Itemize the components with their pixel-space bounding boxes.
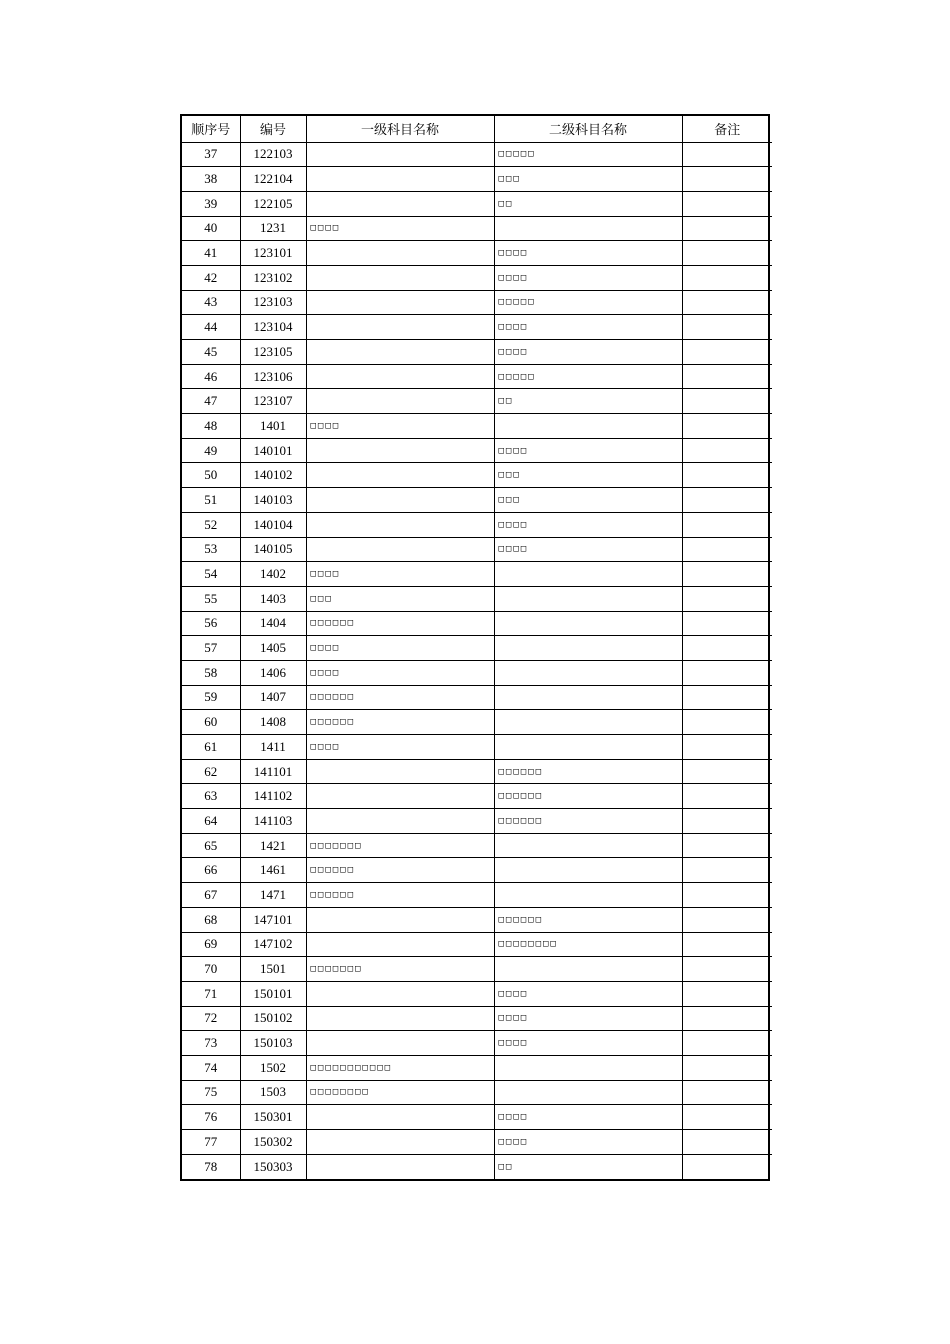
cell-seq: 48 — [182, 414, 240, 439]
cell-code: 122104 — [240, 167, 306, 192]
cell-seq: 77 — [182, 1130, 240, 1155]
cell-seq: 55 — [182, 586, 240, 611]
cell-note — [682, 1031, 772, 1056]
cell-seq: 57 — [182, 636, 240, 661]
cell-level1-name — [306, 167, 494, 192]
cell-level1-name — [306, 340, 494, 365]
table-row — [182, 167, 772, 192]
cell-seq: 60 — [182, 710, 240, 735]
cell-seq: 41 — [182, 241, 240, 266]
cell-seq: 62 — [182, 759, 240, 784]
cell-level2-name: □□□□ — [494, 512, 682, 537]
cell-level2-name: □□□□ — [494, 1031, 682, 1056]
cell-seq: 58 — [182, 660, 240, 685]
cell-seq: 76 — [182, 1105, 240, 1130]
cell-note — [682, 290, 772, 315]
cell-seq: 44 — [182, 315, 240, 340]
cell-seq: 49 — [182, 438, 240, 463]
cell-note — [682, 1154, 772, 1179]
cell-note — [682, 167, 772, 192]
cell-seq: 46 — [182, 364, 240, 389]
account-code-table-frame — [180, 114, 770, 1181]
table-row — [182, 1055, 772, 1080]
cell-level2-name: □□□ — [494, 167, 682, 192]
cell-code: 1421 — [240, 833, 306, 858]
table-row — [182, 241, 772, 266]
table-row — [182, 784, 772, 809]
cell-note — [682, 833, 772, 858]
cell-code: 123101 — [240, 241, 306, 266]
table-row — [182, 414, 772, 439]
table-row — [182, 537, 772, 562]
cell-note — [682, 784, 772, 809]
cell-code: 1501 — [240, 957, 306, 982]
cell-code: 1231 — [240, 216, 306, 241]
cell-level1-name — [306, 241, 494, 266]
cell-level1-name: □□□□ — [306, 636, 494, 661]
cell-level2-name: □□□□ — [494, 438, 682, 463]
cell-level2-name: □□□□ — [494, 340, 682, 365]
table-row — [182, 364, 772, 389]
table-row — [182, 142, 772, 167]
cell-note — [682, 586, 772, 611]
cell-note — [682, 685, 772, 710]
cell-level2-name: □□□□ — [494, 981, 682, 1006]
cell-note — [682, 389, 772, 414]
cell-seq: 75 — [182, 1080, 240, 1105]
cell-code: 1471 — [240, 883, 306, 908]
cell-level1-name — [306, 488, 494, 513]
table-row — [182, 636, 772, 661]
cell-code: 123107 — [240, 389, 306, 414]
cell-code: 150102 — [240, 1006, 306, 1031]
cell-level2-name: □□□□ — [494, 1006, 682, 1031]
cell-note — [682, 241, 772, 266]
cell-level2-name — [494, 1055, 682, 1080]
cell-level1-name: □□□□ — [306, 660, 494, 685]
cell-level2-name — [494, 1080, 682, 1105]
cell-level2-name: □□□□□ — [494, 142, 682, 167]
cell-seq: 47 — [182, 389, 240, 414]
cell-level1-name — [306, 1105, 494, 1130]
cell-seq: 74 — [182, 1055, 240, 1080]
cell-level1-name — [306, 784, 494, 809]
header-note: 备注 — [682, 116, 772, 142]
cell-code: 150301 — [240, 1105, 306, 1130]
cell-note — [682, 488, 772, 513]
cell-level1-name — [306, 463, 494, 488]
cell-code: 1405 — [240, 636, 306, 661]
table-body — [182, 142, 772, 1179]
cell-level2-name: □□□□ — [494, 315, 682, 340]
cell-code: 140101 — [240, 438, 306, 463]
cell-level1-name: □□□□□□□ — [306, 957, 494, 982]
cell-level2-name — [494, 735, 682, 760]
cell-code: 1404 — [240, 611, 306, 636]
cell-level2-name: □□ — [494, 191, 682, 216]
cell-level1-name: □□□□ — [306, 735, 494, 760]
cell-seq: 61 — [182, 735, 240, 760]
cell-code: 123102 — [240, 265, 306, 290]
cell-note — [682, 562, 772, 587]
table-row — [182, 265, 772, 290]
cell-note — [682, 907, 772, 932]
cell-code: 1408 — [240, 710, 306, 735]
cell-level1-name — [306, 389, 494, 414]
table-row — [182, 512, 772, 537]
table-row — [182, 833, 772, 858]
cell-code: 123103 — [240, 290, 306, 315]
table-row — [182, 1130, 772, 1155]
cell-level1-name: □□□□□□ — [306, 611, 494, 636]
cell-note — [682, 537, 772, 562]
cell-level2-name: □□□ — [494, 463, 682, 488]
cell-level2-name: □□□□ — [494, 537, 682, 562]
cell-level2-name — [494, 586, 682, 611]
table-row — [182, 710, 772, 735]
table-row — [182, 611, 772, 636]
cell-level1-name — [306, 438, 494, 463]
cell-level1-name: □□□□□□□□ — [306, 1080, 494, 1105]
header-code: 编号 — [240, 116, 306, 142]
cell-code: 1402 — [240, 562, 306, 587]
cell-note — [682, 364, 772, 389]
cell-level2-name: □□□□□□ — [494, 907, 682, 932]
header-level2-name: 二级科目名称 — [494, 116, 682, 142]
cell-code: 122105 — [240, 191, 306, 216]
cell-level1-name — [306, 142, 494, 167]
cell-code: 1461 — [240, 858, 306, 883]
cell-note — [682, 611, 772, 636]
table-header-row — [182, 116, 772, 142]
cell-code: 140102 — [240, 463, 306, 488]
cell-note — [682, 1105, 772, 1130]
cell-code: 150103 — [240, 1031, 306, 1056]
cell-level2-name: □□□□□ — [494, 290, 682, 315]
cell-level1-name: □□□□□□ — [306, 858, 494, 883]
cell-seq: 37 — [182, 142, 240, 167]
cell-code: 123105 — [240, 340, 306, 365]
cell-seq: 45 — [182, 340, 240, 365]
cell-level1-name — [306, 265, 494, 290]
table-row — [182, 759, 772, 784]
table-row — [182, 1031, 772, 1056]
cell-level2-name — [494, 636, 682, 661]
table-row — [182, 660, 772, 685]
cell-level1-name: □□□□ — [306, 414, 494, 439]
cell-note — [682, 1130, 772, 1155]
cell-code: 147102 — [240, 932, 306, 957]
cell-seq: 78 — [182, 1154, 240, 1179]
cell-seq: 68 — [182, 907, 240, 932]
table-row — [182, 191, 772, 216]
cell-seq: 67 — [182, 883, 240, 908]
table-row — [182, 1154, 772, 1179]
cell-level2-name: □□□□ — [494, 1130, 682, 1155]
cell-level2-name — [494, 216, 682, 241]
cell-note — [682, 315, 772, 340]
table-row — [182, 290, 772, 315]
cell-code: 141101 — [240, 759, 306, 784]
cell-note — [682, 1080, 772, 1105]
cell-level1-name — [306, 1031, 494, 1056]
cell-level1-name — [306, 759, 494, 784]
cell-level1-name: □□□□□□ — [306, 883, 494, 908]
table-row — [182, 586, 772, 611]
cell-level1-name: □□□□□□ — [306, 685, 494, 710]
table-row — [182, 216, 772, 241]
cell-level1-name: □□□ — [306, 586, 494, 611]
table-row — [182, 1006, 772, 1031]
cell-note — [682, 340, 772, 365]
cell-level1-name — [306, 364, 494, 389]
cell-level2-name — [494, 957, 682, 982]
account-code-table — [182, 116, 772, 1179]
cell-note — [682, 142, 772, 167]
cell-level1-name: □□□□□□□□□□□ — [306, 1055, 494, 1080]
cell-code: 1503 — [240, 1080, 306, 1105]
table-row — [182, 463, 772, 488]
cell-level2-name: □□□□□□ — [494, 759, 682, 784]
cell-code: 123104 — [240, 315, 306, 340]
cell-note — [682, 932, 772, 957]
cell-code: 1401 — [240, 414, 306, 439]
cell-code: 122103 — [240, 142, 306, 167]
cell-level1-name — [306, 809, 494, 834]
cell-note — [682, 512, 772, 537]
cell-level1-name — [306, 932, 494, 957]
cell-level2-name — [494, 660, 682, 685]
cell-level1-name: □□□□□□□ — [306, 833, 494, 858]
cell-seq: 40 — [182, 216, 240, 241]
cell-code: 150101 — [240, 981, 306, 1006]
cell-level1-name — [306, 1006, 494, 1031]
cell-seq: 71 — [182, 981, 240, 1006]
cell-seq: 64 — [182, 809, 240, 834]
cell-code: 123106 — [240, 364, 306, 389]
cell-level2-name — [494, 562, 682, 587]
cell-seq: 54 — [182, 562, 240, 587]
cell-level2-name: □□□□ — [494, 265, 682, 290]
cell-level2-name — [494, 883, 682, 908]
cell-seq: 66 — [182, 858, 240, 883]
cell-level2-name: □□□□□□□□ — [494, 932, 682, 957]
cell-note — [682, 809, 772, 834]
cell-note — [682, 883, 772, 908]
cell-level1-name — [306, 290, 494, 315]
cell-note — [682, 1006, 772, 1031]
table-row — [182, 932, 772, 957]
cell-seq: 38 — [182, 167, 240, 192]
cell-note — [682, 660, 772, 685]
cell-seq: 52 — [182, 512, 240, 537]
table-row — [182, 981, 772, 1006]
header-level1-name: 一级科目名称 — [306, 116, 494, 142]
cell-seq: 53 — [182, 537, 240, 562]
cell-level2-name: □□ — [494, 389, 682, 414]
cell-note — [682, 1055, 772, 1080]
cell-note — [682, 858, 772, 883]
cell-code: 140103 — [240, 488, 306, 513]
cell-note — [682, 414, 772, 439]
cell-seq: 50 — [182, 463, 240, 488]
cell-level2-name — [494, 858, 682, 883]
cell-level1-name — [306, 537, 494, 562]
cell-level1-name — [306, 1154, 494, 1179]
cell-note — [682, 636, 772, 661]
cell-level1-name: □□□□□□ — [306, 710, 494, 735]
cell-note — [682, 265, 772, 290]
cell-seq: 70 — [182, 957, 240, 982]
cell-note — [682, 463, 772, 488]
cell-level1-name — [306, 1130, 494, 1155]
cell-seq: 51 — [182, 488, 240, 513]
cell-seq: 72 — [182, 1006, 240, 1031]
table-row — [182, 340, 772, 365]
cell-note — [682, 438, 772, 463]
cell-note — [682, 191, 772, 216]
cell-level2-name — [494, 833, 682, 858]
cell-seq: 42 — [182, 265, 240, 290]
cell-code: 140104 — [240, 512, 306, 537]
table-row — [182, 488, 772, 513]
table-row — [182, 389, 772, 414]
table-row — [182, 1080, 772, 1105]
cell-level2-name: □□□□ — [494, 1105, 682, 1130]
cell-code: 1406 — [240, 660, 306, 685]
cell-note — [682, 981, 772, 1006]
cell-note — [682, 759, 772, 784]
table-row — [182, 438, 772, 463]
cell-code: 150303 — [240, 1154, 306, 1179]
cell-level1-name: □□□□ — [306, 562, 494, 587]
cell-level1-name — [306, 981, 494, 1006]
table-row — [182, 562, 772, 587]
cell-level2-name: □□□□□□ — [494, 784, 682, 809]
cell-code: 1411 — [240, 735, 306, 760]
cell-code: 141103 — [240, 809, 306, 834]
table-row — [182, 957, 772, 982]
cell-note — [682, 735, 772, 760]
cell-seq: 56 — [182, 611, 240, 636]
cell-note — [682, 216, 772, 241]
cell-level1-name — [306, 191, 494, 216]
cell-seq: 69 — [182, 932, 240, 957]
table-row — [182, 735, 772, 760]
cell-code: 140105 — [240, 537, 306, 562]
cell-level2-name — [494, 685, 682, 710]
cell-level2-name — [494, 611, 682, 636]
cell-code: 150302 — [240, 1130, 306, 1155]
cell-note — [682, 957, 772, 982]
cell-level2-name: □□□□ — [494, 241, 682, 266]
table-row — [182, 858, 772, 883]
cell-level2-name — [494, 414, 682, 439]
cell-level2-name: □□□ — [494, 488, 682, 513]
cell-code: 1403 — [240, 586, 306, 611]
cell-level2-name — [494, 710, 682, 735]
cell-code: 1407 — [240, 685, 306, 710]
table-row — [182, 907, 772, 932]
cell-code: 1502 — [240, 1055, 306, 1080]
cell-level1-name: □□□□ — [306, 216, 494, 241]
cell-note — [682, 710, 772, 735]
table-row — [182, 883, 772, 908]
cell-level2-name: □□ — [494, 1154, 682, 1179]
table-row — [182, 315, 772, 340]
table-row — [182, 809, 772, 834]
cell-seq: 39 — [182, 191, 240, 216]
cell-seq: 59 — [182, 685, 240, 710]
cell-level2-name: □□□□□ — [494, 364, 682, 389]
cell-seq: 73 — [182, 1031, 240, 1056]
header-seq: 顺序号 — [182, 116, 240, 142]
cell-code: 141102 — [240, 784, 306, 809]
cell-seq: 65 — [182, 833, 240, 858]
cell-level1-name — [306, 512, 494, 537]
cell-level1-name — [306, 315, 494, 340]
table-row — [182, 1105, 772, 1130]
cell-level1-name — [306, 907, 494, 932]
cell-code: 147101 — [240, 907, 306, 932]
cell-seq: 63 — [182, 784, 240, 809]
table-row — [182, 685, 772, 710]
cell-level2-name: □□□□□□ — [494, 809, 682, 834]
cell-seq: 43 — [182, 290, 240, 315]
